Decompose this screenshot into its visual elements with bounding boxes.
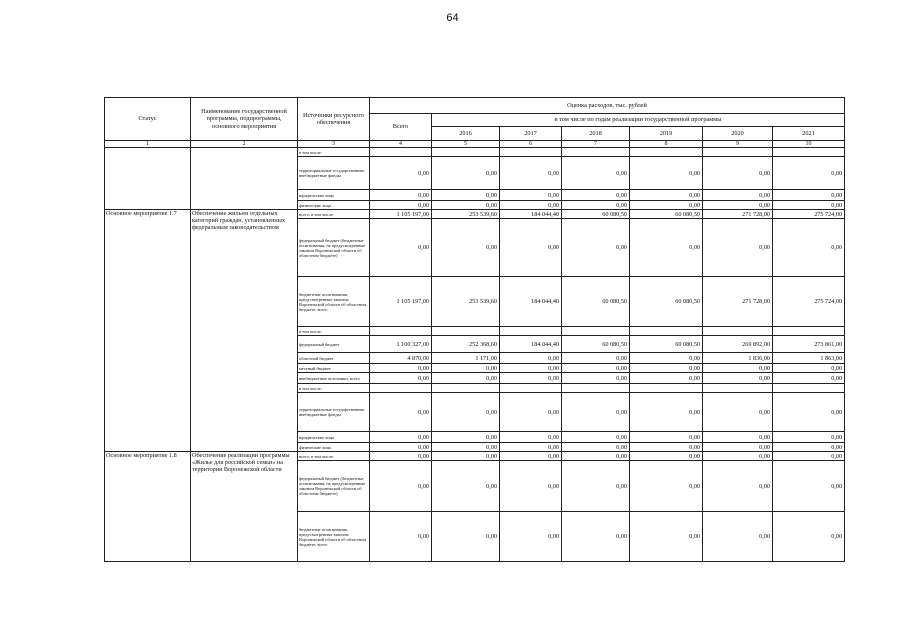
cell-total: 1 105 197,00	[370, 277, 432, 327]
cell-year-value	[630, 327, 703, 336]
cell-total	[370, 148, 432, 157]
header-status: Статус	[105, 98, 191, 141]
cell-year-value: 0,00	[432, 452, 500, 461]
cell-year-value: 0,00	[773, 219, 845, 277]
cell-year-value: 0,00	[500, 201, 562, 210]
cell-year-value: 0,00	[703, 432, 773, 443]
cell-year-value: 0,00	[562, 393, 630, 432]
cell-year-value: 0,00	[773, 157, 845, 190]
cell-year-value: 0,00	[773, 452, 845, 461]
row-source: в том числе:	[298, 384, 370, 393]
cell-year-value: 0,00	[703, 364, 773, 373]
header-year: 2016	[432, 127, 500, 141]
cell-year-value: 60 080,50	[630, 210, 703, 219]
cell-year-value: 0,00	[703, 461, 773, 512]
cell-year-value: 1 863,00	[773, 353, 845, 364]
cell-year-value: 0,00	[562, 512, 630, 562]
row-source: федеральный бюджет (бюджетные ассигнования, не предусмотренные законом Воронежской области об областном бюджете)	[298, 461, 370, 512]
row-source: в том числе:	[298, 327, 370, 336]
column-number: 1	[105, 141, 191, 148]
cell-year-value: 0,00	[500, 432, 562, 443]
cell-year-value	[773, 148, 845, 157]
row-source: внебюджетные источники, всего	[298, 373, 370, 384]
cell-year-value	[703, 327, 773, 336]
cell-year-value: 0,00	[562, 157, 630, 190]
budget-table	[104, 97, 845, 562]
cell-year-value: 271 728,00	[703, 277, 773, 327]
cell-year-value	[703, 384, 773, 393]
header-year: 2020	[703, 127, 773, 141]
cell-year-value: 0,00	[432, 512, 500, 562]
row-source: юридические лица	[298, 190, 370, 201]
cell-total: 0,00	[370, 157, 432, 190]
cell-year-value: 60 080,50	[562, 277, 630, 327]
cell-year-value	[562, 327, 630, 336]
cell-year-value: 253 539,60	[432, 210, 500, 219]
row-source: федеральный бюджет	[298, 336, 370, 353]
row-source: в том числе:	[298, 148, 370, 157]
cell-year-value: 60 080,50	[630, 277, 703, 327]
cell-year-value: 0,00	[630, 393, 703, 432]
cell-year-value: 0,00	[562, 432, 630, 443]
cell-year-value: 0,00	[703, 219, 773, 277]
cell-year-value	[500, 327, 562, 336]
cell-year-value: 275 724,00	[773, 277, 845, 327]
header-year: 2017	[500, 127, 562, 141]
row-source: территориальные государственные внебюджетные фонды	[298, 393, 370, 432]
cell-year-value: 0,00	[500, 364, 562, 373]
cell-year-value: 0,00	[432, 157, 500, 190]
column-number: 10	[773, 141, 845, 148]
header-total: Всего	[370, 114, 432, 141]
row-source: местный бюджет	[298, 364, 370, 373]
cell-year-value: 0,00	[773, 512, 845, 562]
cell-total: 0,00	[370, 219, 432, 277]
cell-total: 0,00	[370, 512, 432, 562]
cell-year-value: 0,00	[703, 512, 773, 562]
page-number: 64	[446, 12, 459, 24]
cell-year-value	[500, 384, 562, 393]
cell-year-value: 60 080,50	[562, 210, 630, 219]
header-year: 2018	[562, 127, 630, 141]
cell-total: 0,00	[370, 373, 432, 384]
cell-year-value: 1 836,00	[703, 353, 773, 364]
cell-year-value: 0,00	[773, 190, 845, 201]
cell-year-value: 0,00	[630, 443, 703, 452]
cell-total: 0,00	[370, 432, 432, 443]
cell-year-value: 184 044,40	[500, 210, 562, 219]
cell-year-value: 0,00	[500, 461, 562, 512]
column-number: 2	[191, 141, 298, 148]
row-source: юридические лица	[298, 432, 370, 443]
column-numbers-row	[105, 141, 845, 148]
row-status: Основное мероприятие 1.7	[105, 210, 191, 452]
cell-year-value: 0,00	[773, 432, 845, 443]
cell-year-value	[773, 384, 845, 393]
cell-year-value: 0,00	[630, 373, 703, 384]
cell-year-value: 0,00	[630, 512, 703, 562]
cell-year-value: 0,00	[500, 452, 562, 461]
cell-year-value: 0,00	[432, 219, 500, 277]
cell-year-value: 0,00	[630, 157, 703, 190]
cell-total: 0,00	[370, 452, 432, 461]
table-body	[105, 148, 845, 562]
cell-year-value: 0,00	[630, 353, 703, 364]
cell-year-value	[500, 148, 562, 157]
cell-year-value	[773, 327, 845, 336]
column-number: 8	[630, 141, 703, 148]
cell-year-value: 0,00	[432, 461, 500, 512]
cell-year-value	[432, 327, 500, 336]
cell-total: 0,00	[370, 364, 432, 373]
cell-year-value: 0,00	[562, 219, 630, 277]
cell-year-value: 0,00	[500, 512, 562, 562]
cell-year-value: 0,00	[500, 353, 562, 364]
row-name: Обеспечение жильем отдельных категорий граждан, установленных федеральным законодательством	[191, 210, 298, 452]
row-source: физические лица	[298, 201, 370, 210]
column-number: 9	[703, 141, 773, 148]
cell-year-value: 0,00	[703, 452, 773, 461]
cell-year-value: 0,00	[630, 190, 703, 201]
cell-year-value	[630, 148, 703, 157]
cell-year-value: 0,00	[773, 364, 845, 373]
cell-total: 1 100 327,00	[370, 336, 432, 353]
column-number: 3	[298, 141, 370, 148]
cell-year-value: 0,00	[432, 201, 500, 210]
row-source: всего, в том числе:	[298, 210, 370, 219]
cell-year-value: 269 892,00	[703, 336, 773, 353]
column-number: 6	[500, 141, 562, 148]
cell-year-value: 0,00	[432, 364, 500, 373]
cell-year-value	[703, 148, 773, 157]
cell-year-value: 0,00	[703, 157, 773, 190]
table-row	[105, 452, 845, 461]
header-year: 2019	[630, 127, 703, 141]
header-name: Наименование государственной программы, подпрограммы, основного мероприятия	[191, 98, 298, 141]
cell-year-value: 0,00	[703, 373, 773, 384]
cell-year-value: 0,00	[500, 393, 562, 432]
cell-year-value: 0,00	[703, 443, 773, 452]
cell-total: 1 105 197,00	[370, 210, 432, 219]
cell-total: 0,00	[370, 201, 432, 210]
cell-year-value: 0,00	[703, 201, 773, 210]
column-number: 7	[562, 141, 630, 148]
cell-year-value: 0,00	[500, 219, 562, 277]
cell-year-value: 0,00	[562, 443, 630, 452]
cell-year-value: 0,00	[773, 443, 845, 452]
cell-year-value	[562, 148, 630, 157]
cell-year-value: 0,00	[773, 373, 845, 384]
cell-year-value: 0,00	[500, 373, 562, 384]
row-name	[191, 148, 298, 210]
cell-year-value: 0,00	[432, 432, 500, 443]
cell-year-value: 0,00	[630, 219, 703, 277]
row-status	[105, 148, 191, 210]
row-source: физические лица	[298, 443, 370, 452]
column-number: 5	[432, 141, 500, 148]
header-source: Источники ресурсного обеспечения	[298, 98, 370, 141]
cell-year-value	[432, 148, 500, 157]
table-header	[105, 98, 845, 148]
cell-year-value: 0,00	[562, 461, 630, 512]
row-source: всего, в том числе:	[298, 452, 370, 461]
cell-year-value: 0,00	[630, 432, 703, 443]
cell-year-value: 0,00	[562, 364, 630, 373]
row-source: территориальные государственные внебюджетные фонды	[298, 157, 370, 190]
cell-year-value: 0,00	[432, 190, 500, 201]
cell-year-value: 0,00	[500, 157, 562, 190]
cell-year-value: 60 080,50	[630, 336, 703, 353]
header-estimate: Оценка расходов, тыс. рублей	[370, 98, 845, 114]
cell-year-value: 0,00	[432, 373, 500, 384]
cell-total: 0,00	[370, 393, 432, 432]
cell-year-value: 0,00	[432, 443, 500, 452]
cell-year-value: 0,00	[773, 393, 845, 432]
cell-year-value: 1 171,00	[432, 353, 500, 364]
cell-year-value: 0,00	[630, 364, 703, 373]
cell-year-value: 60 080,50	[562, 336, 630, 353]
cell-year-value: 273 861,00	[773, 336, 845, 353]
cell-year-value: 0,00	[703, 393, 773, 432]
cell-year-value: 271 728,00	[703, 210, 773, 219]
cell-year-value: 252 368,60	[432, 336, 500, 353]
cell-year-value: 0,00	[562, 452, 630, 461]
cell-total: 0,00	[370, 190, 432, 201]
cell-year-value: 0,00	[630, 461, 703, 512]
cell-year-value: 253 539,60	[432, 277, 500, 327]
cell-total: 0,00	[370, 461, 432, 512]
cell-year-value: 0,00	[500, 443, 562, 452]
cell-year-value	[630, 384, 703, 393]
row-source: бюджетные ассигнования, предусмотренные законом Воронежской области об областном бюджете, всего	[298, 277, 370, 327]
cell-year-value	[562, 384, 630, 393]
cell-year-value: 0,00	[500, 190, 562, 201]
table-row	[105, 210, 845, 219]
cell-year-value: 0,00	[630, 452, 703, 461]
cell-year-value: 184 044,40	[500, 277, 562, 327]
cell-year-value: 0,00	[630, 201, 703, 210]
row-name: Обеспечение реализации программы «Жилье для российской семьи» на территории Воронежской области	[191, 452, 298, 562]
cell-total	[370, 384, 432, 393]
cell-year-value: 275 724,00	[773, 210, 845, 219]
cell-year-value: 0,00	[562, 201, 630, 210]
cell-year-value	[432, 384, 500, 393]
header-year: 2021	[773, 127, 845, 141]
row-status: Основное мероприятие 1.8	[105, 452, 191, 562]
header-by-years: в том числе по годам реализации государственной программы	[432, 114, 845, 127]
cell-year-value: 0,00	[703, 190, 773, 201]
row-source: федеральный бюджет (бюджетные ассигнования, не предусмотренные законом Воронежской области об областном бюджете)	[298, 219, 370, 277]
row-source: областной бюджет	[298, 353, 370, 364]
cell-year-value: 184 044,40	[500, 336, 562, 353]
row-source: бюджетные ассигнования, предусмотренные законом Воронежской области об областном бюджете, всего	[298, 512, 370, 562]
cell-year-value: 0,00	[562, 373, 630, 384]
cell-year-value: 0,00	[562, 190, 630, 201]
cell-year-value: 0,00	[773, 201, 845, 210]
cell-year-value: 0,00	[562, 353, 630, 364]
cell-total: 0,00	[370, 443, 432, 452]
cell-year-value: 0,00	[773, 461, 845, 512]
cell-total: 4 870,00	[370, 353, 432, 364]
cell-total	[370, 327, 432, 336]
table-row	[105, 148, 845, 157]
cell-year-value: 0,00	[432, 393, 500, 432]
column-number: 4	[370, 141, 432, 148]
